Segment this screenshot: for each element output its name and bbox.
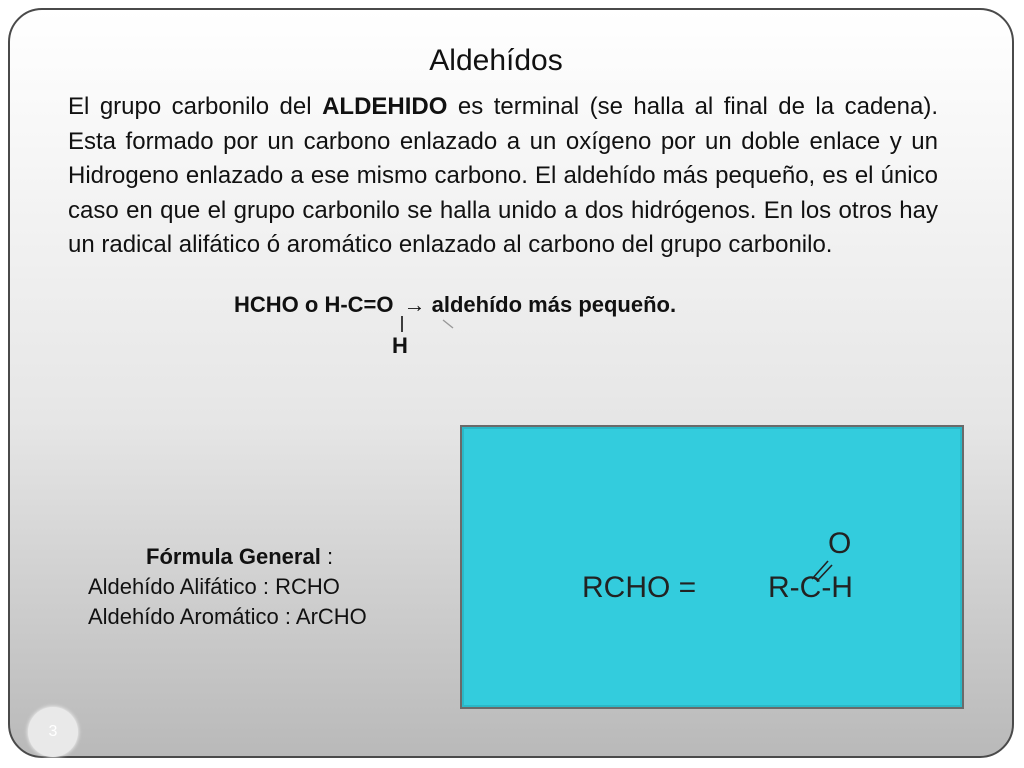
bold-aldehido: ALDEHIDO — [322, 93, 448, 120]
slide-title: Aldehídos — [429, 44, 563, 77]
formula-box — [460, 425, 964, 709]
formula-h-below: H — [392, 333, 408, 358]
formula-hcho: HCHO o H-C=O — [234, 292, 394, 317]
formacetaldehyde-line — [234, 292, 676, 318]
body-paragraph: El grupo carbonilo del ALDEHIDO es terminal (se halla al final de la cadena). Esta formado por un carbono enlazado a un oxígeno por un doble enlace y un Hidrogeno enlazado a ese mismo carbono. El aldehído más pequeño, es el único caso en que el grupo carbonilo se halla unido a dos hidrógenos. En los otros hay un radical alifático ó aromático enlazado al carbono del grupo carbonilo. — [68, 93, 938, 258]
aromatic-aldehyde-line: Aldehído Aromático : ArCHO — [88, 604, 367, 629]
general-formula-block: Fórmula General : Aldehído Alifático : RCHO Aldehído Aromático : ArCHO — [88, 542, 367, 632]
slide — [8, 8, 1014, 758]
page-number: 3 — [28, 707, 78, 757]
rcho-label: RCHO = — [582, 571, 697, 604]
rch-formula: R-C-H — [768, 571, 853, 604]
aliphatic-aldehyde-line: Aldehído Alifático : RCHO — [88, 574, 340, 599]
oxygen-label: O — [828, 527, 852, 560]
formula-description: → aldehído más pequeño. — [403, 292, 677, 317]
general-formula-title: Fórmula General — [146, 544, 321, 569]
